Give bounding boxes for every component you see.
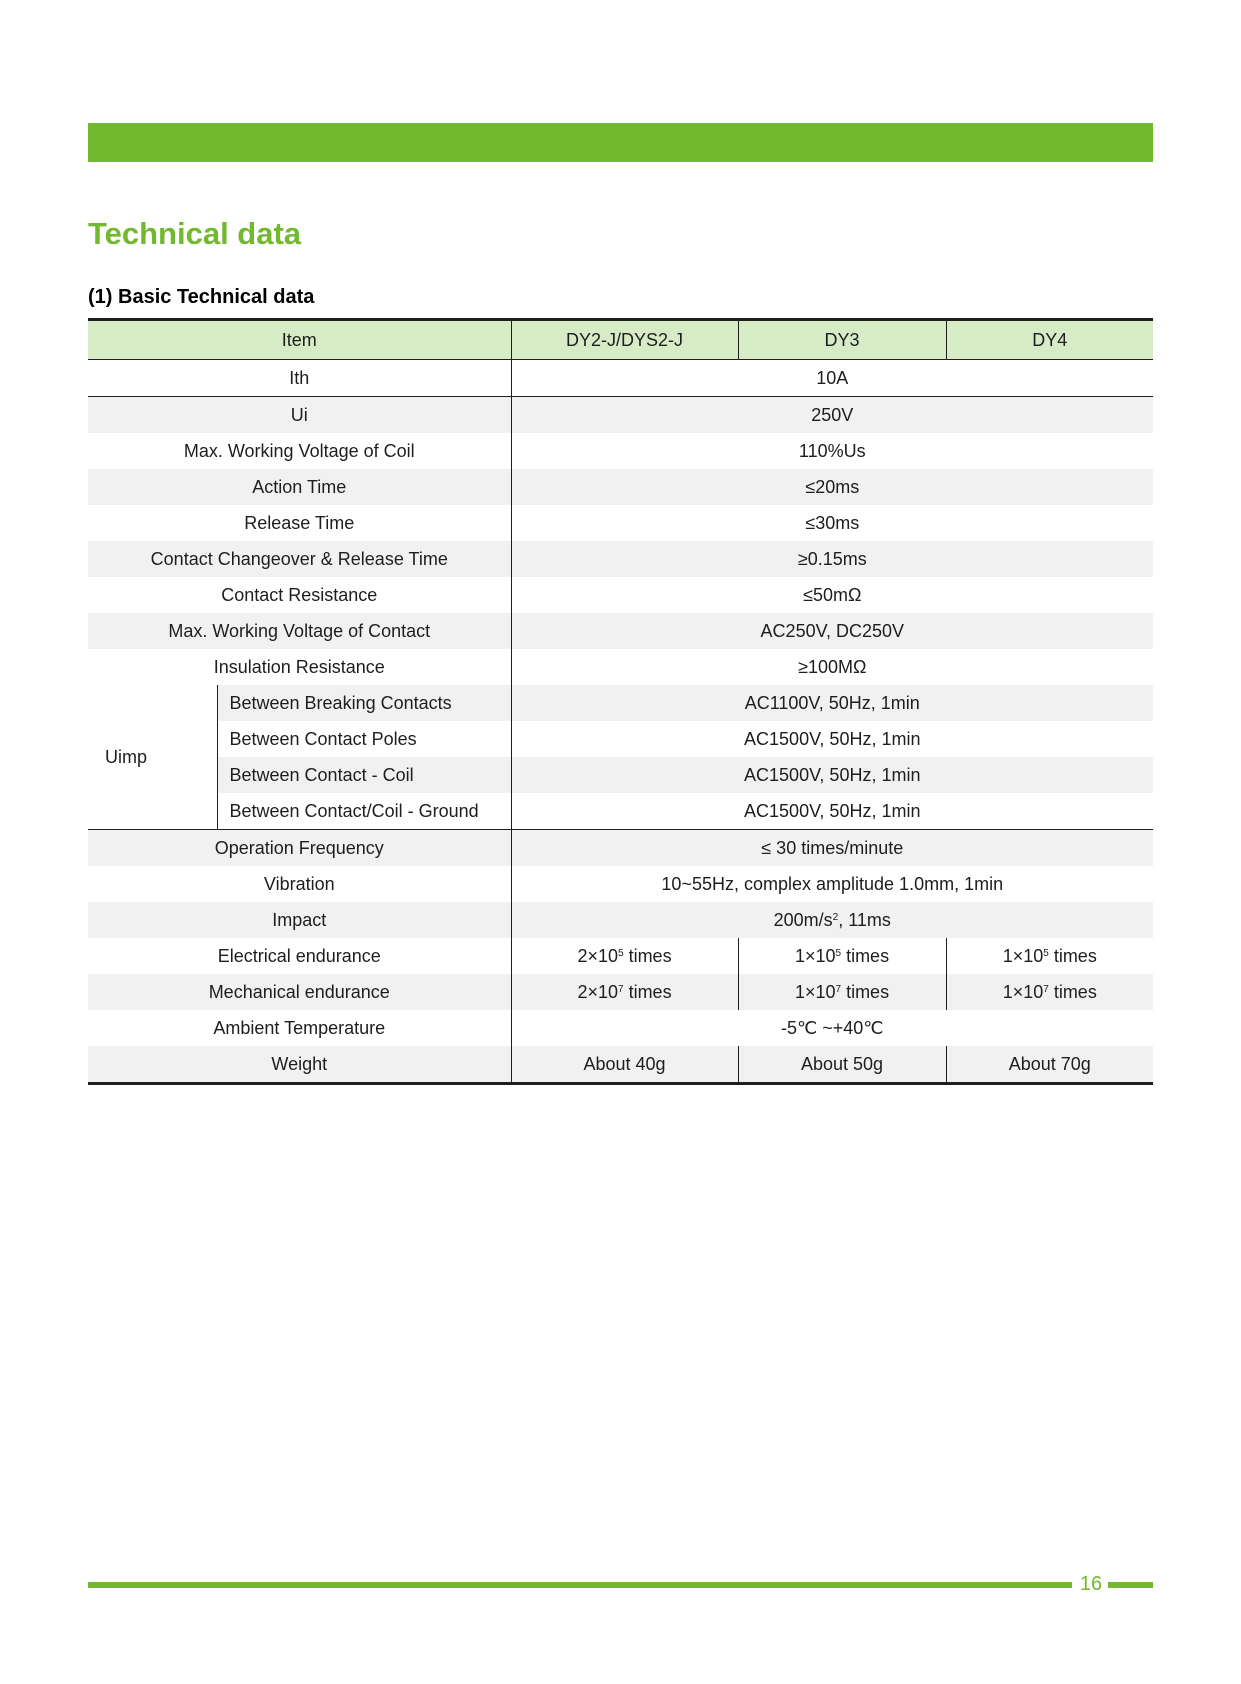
table-row	[88, 793, 1153, 830]
column-header-item: Item	[88, 320, 511, 360]
endurance-value	[738, 938, 946, 974]
footer-line	[1108, 1582, 1153, 1588]
row-label: Between Contact/Coil - Ground	[217, 793, 511, 830]
value-base: 1×10	[1002, 981, 1044, 1002]
row-label: Weight	[88, 1046, 511, 1084]
table-row	[88, 685, 1153, 721]
top-green-band	[88, 123, 1153, 162]
row-value: AC1100V, 50Hz, 1min	[511, 685, 1153, 721]
row-label: Electrical endurance	[217, 945, 381, 966]
endurance-value	[738, 974, 946, 1010]
endurance-value	[946, 974, 1153, 1010]
row-value	[511, 902, 1153, 938]
table-row	[88, 613, 1153, 649]
row-label: Contact Changeover & Release Time	[88, 541, 511, 577]
row-label: Max. Working Voltage of Contact	[88, 613, 511, 649]
table-row	[88, 541, 1153, 577]
value-unit: times	[623, 981, 672, 1002]
row-label: Ith	[88, 360, 511, 397]
value-exponent: 5	[835, 947, 842, 959]
endurance-value	[946, 938, 1153, 974]
row-value: ≥100MΩ	[511, 649, 1153, 685]
row-value: AC250V, DC250V	[511, 613, 1153, 649]
row-value: -5℃ ~+40℃	[511, 1010, 1153, 1046]
technical-data-table	[88, 318, 1153, 1085]
table-row	[88, 1010, 1153, 1046]
row-value: 10A	[511, 360, 1153, 397]
value-base: 2×10	[577, 945, 618, 966]
table-row	[88, 505, 1153, 541]
row-label: Mechanical endurance	[88, 974, 511, 1010]
row-label: Impact	[88, 902, 511, 938]
value-exponent: 7	[618, 983, 624, 995]
table-row	[88, 649, 1153, 685]
weight-value: About 40g	[511, 1046, 738, 1084]
column-header-dy2: DY2-J/DYS2-J	[511, 320, 738, 360]
value-unit: times	[1048, 981, 1097, 1002]
row-label: Action Time	[88, 469, 511, 505]
impact-exponent: 2	[832, 911, 839, 923]
table-row	[88, 974, 1153, 1010]
value-exponent: 7	[1043, 983, 1049, 995]
table-header-row	[88, 320, 1153, 360]
row-value: 110%Us	[511, 433, 1153, 469]
row-value: ≤20ms	[511, 469, 1153, 505]
table-row	[88, 757, 1153, 793]
page-number: 16	[1079, 1573, 1103, 1595]
row-label: Between Breaking Contacts	[217, 685, 511, 721]
table-row	[88, 469, 1153, 505]
row-value: ≤30ms	[511, 505, 1153, 541]
value-unit: times	[841, 981, 890, 1002]
uimp-group-label: Uimp	[88, 685, 217, 830]
row-label: Contact Resistance	[221, 584, 378, 605]
row-value: AC1500V, 50Hz, 1min	[511, 793, 1153, 830]
value-base: 2×10	[577, 981, 618, 1002]
row-value: ≤ 30 times/minute	[511, 830, 1153, 867]
weight-value: About 70g	[946, 1046, 1153, 1084]
value-unit: times	[623, 945, 672, 966]
impact-suffix: , 11ms	[838, 909, 891, 930]
row-label: Max. Working Voltage of Coil	[183, 440, 415, 461]
value-exponent: 7	[835, 983, 842, 995]
table-row	[88, 433, 1153, 469]
table-row	[88, 1046, 1153, 1084]
row-value: ≤50mΩ	[511, 577, 1153, 613]
row-label: Operation Frequency	[88, 830, 511, 867]
endurance-value	[511, 974, 738, 1010]
weight-value: About 50g	[738, 1046, 946, 1084]
impact-value: 200m/s	[773, 909, 833, 930]
table-row	[88, 866, 1153, 902]
table-row	[88, 360, 1153, 397]
value-base: 1×10	[794, 945, 836, 966]
value-base: 1×10	[794, 981, 836, 1002]
footer-line	[88, 1582, 1072, 1588]
row-label: Ui	[88, 397, 511, 434]
value-exponent: 5	[618, 947, 624, 959]
row-label: Release Time	[244, 512, 355, 533]
value-exponent: 5	[1043, 947, 1049, 959]
column-header-dy4: DY4	[946, 320, 1153, 360]
row-label: Vibration	[263, 873, 335, 894]
endurance-value	[511, 938, 738, 974]
value-unit: times	[1048, 945, 1097, 966]
row-value: AC1500V, 50Hz, 1min	[511, 757, 1153, 793]
table-row	[88, 577, 1153, 613]
table-row	[88, 721, 1153, 757]
row-label: Ambient Temperature	[213, 1017, 386, 1038]
row-label: Insulation Resistance	[213, 656, 385, 677]
row-label: Between Contact - Coil	[217, 757, 511, 793]
row-value: ≥0.15ms	[511, 541, 1153, 577]
table-row	[88, 830, 1153, 867]
row-value: 250V	[511, 397, 1153, 434]
row-value: 10~55Hz, complex amplitude 1.0mm, 1min	[511, 866, 1153, 902]
section-title: (1) Basic Technical data	[88, 286, 315, 308]
row-label: Between Contact Poles	[217, 721, 511, 757]
table-row	[88, 902, 1153, 938]
value-unit: times	[841, 945, 890, 966]
row-value: AC1500V, 50Hz, 1min	[511, 721, 1153, 757]
page-title: Technical data	[88, 216, 302, 251]
table-row	[88, 397, 1153, 434]
value-base: 1×10	[1002, 945, 1044, 966]
column-header-dy3: DY3	[738, 320, 946, 360]
table-row	[88, 938, 1153, 974]
